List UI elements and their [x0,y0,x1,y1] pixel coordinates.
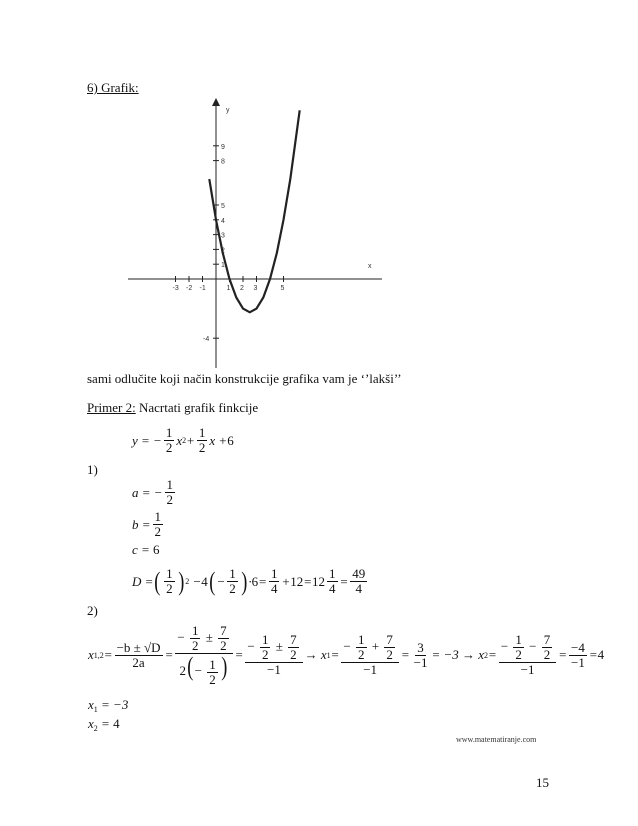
discriminant: D = ( $\frac{1}{2}$ ) 2 − 4 ( − $\frac{1}{2}$ ) · 6 = $\frac{1}{4}$ + 12 = 12 $\frac{1}{4}$ = $\frac{49}{4}$ [132,566,366,596]
x-tick-label: -3 [172,285,179,292]
root-x2: $x_2 = 4$ [88,716,120,733]
x-tick-label: -1 [199,285,206,292]
instruction-sentence: sami odlučite koji način konstrukcije grafika vam je ‘’lakši’’ [87,371,402,386]
x-tick-label: -2 [186,285,193,292]
y-axis-label: y [226,107,230,114]
y-tick-label: -4 [203,336,210,344]
website-link[interactable]: www.matematiranje.com [456,735,537,744]
x-axis-label: x [368,263,372,270]
example-text: Nacrtati grafik finkcije [135,400,259,415]
y-tick-label: 3 [221,232,225,240]
coefficient-b: b = $\frac{1}{2}$ [132,509,162,539]
x-tick-label: 5 [280,285,285,292]
example-heading [87,400,258,416]
step2-label: 2) [87,603,98,618]
y-tick-label: 4 [221,217,225,225]
y-tick-label: 5 [221,203,225,210]
parabola-curve [209,110,299,312]
y-tick-label: 1 [221,262,225,270]
x-tick-label: 3 [253,285,258,292]
root-x1: $x_1 = -3$ [88,697,129,714]
example-label: Primer 2: [87,400,136,415]
section-title: 6) Grafik: [87,80,139,95]
y-tick-label: 8 [221,158,225,166]
coefficient-c: c = 6 [132,542,160,557]
x-tick-label: 2 [240,285,244,292]
x-tick-label: 1 [226,285,231,292]
step1-label: 1) [87,462,98,477]
y-tick-label: 2 [221,247,225,255]
coefficient-a: a = − $\frac{1}{2}$ [132,477,174,507]
parabola-graph [120,98,390,370]
quadratic-formula: x 1,2 = $\frac{-b \pm √D}{2a}$ = − $\frac{1}{2}$ ± $\frac{7}{2}$ 2(− $\frac{1}{2}$ ) = − $\frac{1}{2}$ ± $\frac{7}{2}$ −1 → x 1 = − $\frac{1}{2}$ + $\frac{7}{2}$ −1 = $\frac{3}{-1}$ = −3 → x 2 = − $\frac{1}{2}$ − $\frac{7}{2}$ −1 = $\frac{-4}{-1}$ = 4 [88,623,605,687]
y-tick-label: 9 [221,143,225,151]
function-formula: y = − $\frac{1}{2}$ x 2 + $\frac{1}{2}$ x + 6 [132,425,234,455]
page-number: 15 [536,775,549,790]
